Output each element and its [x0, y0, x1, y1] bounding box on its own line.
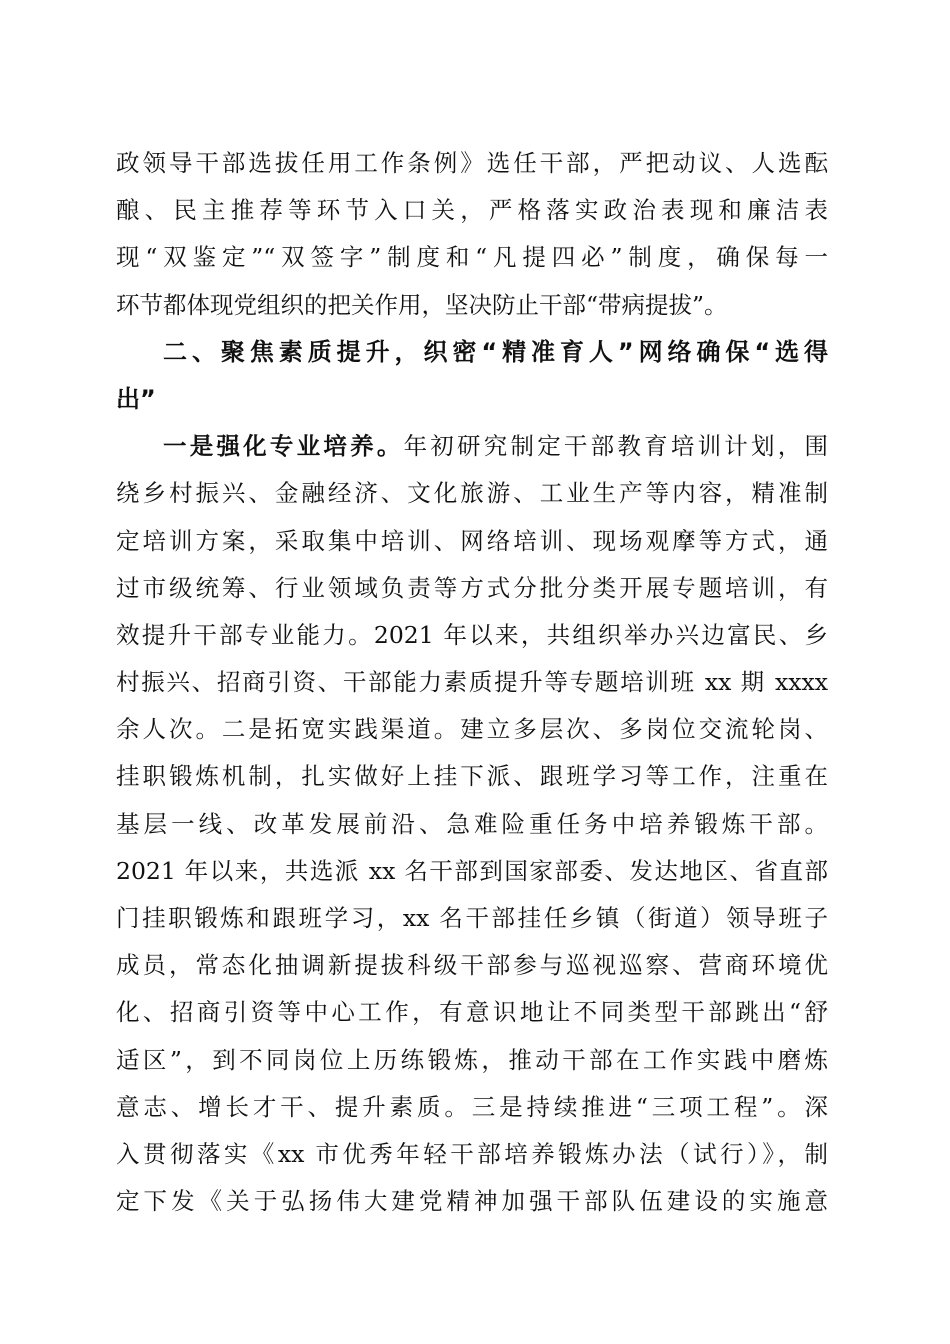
text-line: 绕乡村振兴、金融经济、文化旅游、工业生产等内容，精准制 — [116, 479, 828, 508]
text-line: 基层一线、改革发展前沿、急难险重任务中培养锻炼干部。 — [116, 809, 828, 838]
paragraph-1 — [116, 140, 828, 329]
paragraph-2 — [116, 423, 828, 1225]
text-line: 挂职锻炼机制，扎实做好上挂下派、跟班学习等工作，注重在 — [116, 762, 828, 791]
text-line: 定下发《关于弘扬伟大建党精神加强干部队伍建设的实施意 — [116, 1187, 828, 1216]
text-line: 适区”，到不同岗位上历练锻炼，推动干部在工作实践中磨炼 — [116, 1045, 828, 1074]
heading-line: 二、聚焦素质提升，织密“精准育人”网络确保“选得 — [163, 337, 828, 366]
text-span: 年初研究制定干部教育培训计划，围 — [403, 432, 828, 461]
heading-line: 出” — [116, 384, 156, 413]
text-line: 环节都体现党组织的把关作用，坚决防止干部“带病提拔”。 — [116, 290, 728, 319]
text-line: 2021 年以来，共选派 xx 名干部到国家部委、发达地区、省直部 — [116, 856, 828, 885]
text-line: 入贯彻落实《xx 市优秀年轻干部培养锻炼办法（试行）》，制 — [116, 1139, 828, 1168]
text-line: 效提升干部专业能力。2021 年以来，共组织举办兴边富民、乡 — [116, 620, 828, 649]
text-line: 成员，常态化抽调新提拔科级干部参与巡视巡察、营商环境优 — [116, 951, 828, 980]
text-line: 酿、民主推荐等环节入口关，严格落实政治表现和廉洁表 — [116, 196, 828, 225]
text-line: 过市级统筹、行业领域负责等方式分批分类开展专题培训，有 — [116, 573, 828, 602]
text-line: 定培训方案，采取集中培训、网络培训、现场观摩等方式，通 — [116, 526, 828, 555]
text-line — [116, 423, 828, 470]
text-line: 化、招商引资等中心工作，有意识地让不同类型干部跳出“舒 — [116, 998, 828, 1027]
text-line: 门挂职锻炼和跟班学习，xx 名干部挂任乡镇（街道）领导班子 — [116, 904, 828, 932]
document-page — [116, 140, 828, 1225]
text-line: 政领导干部选拔任用工作条例》选任干部，严把动议、人选酝 — [116, 149, 828, 177]
lead-phrase: 一是强化专业培养。 — [163, 432, 404, 461]
text-line: 意志、增长才干、提升素质。三是持续推进“三项工程”。深 — [116, 1092, 828, 1121]
text-line: 村振兴、招商引资、干部能力素质提升等专题培训班 xx 期 xxxx — [116, 668, 828, 697]
section-heading — [116, 329, 828, 423]
text-line: 余人次。二是拓宽实践渠道。建立多层次、多岗位交流轮岗、 — [116, 715, 828, 744]
text-line: 现“双鉴定”“双签字”制度和“凡提四必”制度，确保每一 — [116, 243, 828, 272]
